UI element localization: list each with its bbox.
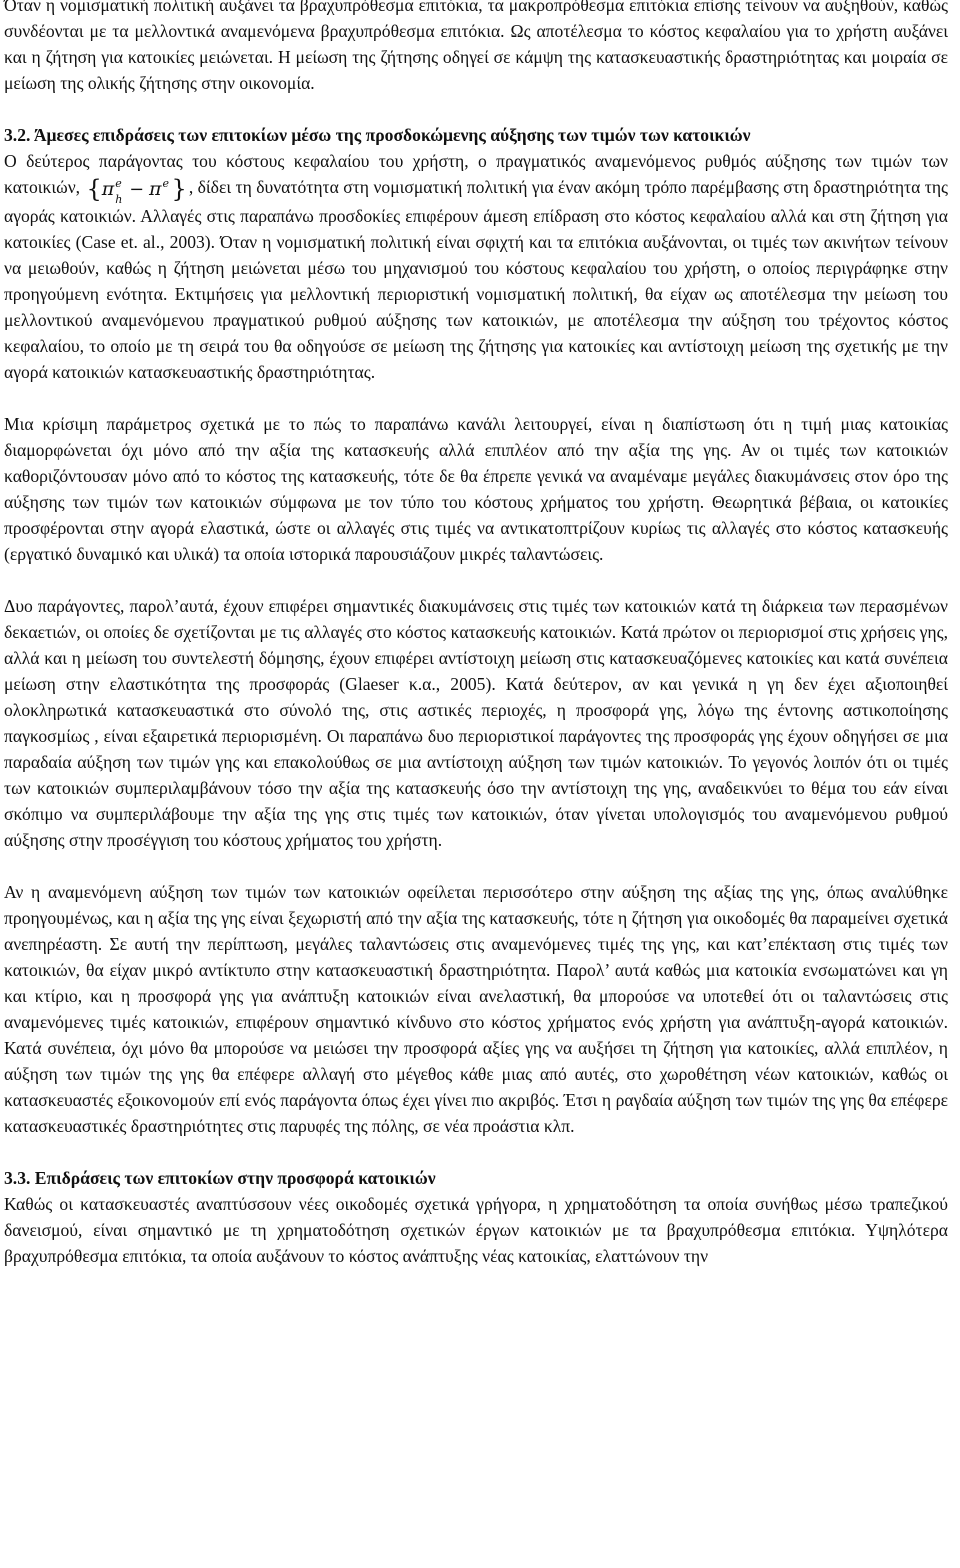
paragraph-gap — [4, 385, 948, 411]
intro-paragraph: Όταν η νομισματική πολιτική αυξάνει τα βραχυπρόθεσμα επιτόκια, τα μακροπρόθεσμα επιτόκια επίσης τείνουν να αυξηθούν, καθώς συνδέονται με τα μελλοντικά αναμενόμενα βραχυπρόθεσμα επιτόκια. Ως αποτέλεσμα το κόστος κεφαλαίου για το χρήστη αυξάνει και η ζήτηση για κατοικίες μειώνεται. Η μείωση της ζήτησης οδηγεί σε κάμψη της κατασκευαστικής δραστηριότητας και μοιραία σε μείωση της ολικής ζήτησης στην οικονομία. — [4, 0, 948, 93]
paragraph-text-before-formula: Ο δεύτερος παράγοντας του κόστους κεφαλαίου του χρήστη, ο πραγματικός αναμενόμενος ρυθμός αύξησης των τιμών των κατοικιών, — [4, 151, 948, 197]
formula-pi-superscript: e — [162, 177, 170, 190]
paragraph-gap — [4, 853, 948, 879]
document-page — [4, 0, 948, 1269]
section-3-2-paragraph-1 — [4, 148, 948, 385]
formula-close-brace: } — [171, 175, 187, 203]
section-3-3-heading: 3.3. Επιδράσεις των επιτοκίων στην προσφορά κατοικιών — [4, 1168, 436, 1188]
formula-pi-h-subscript: h — [115, 193, 123, 206]
paragraph-gap — [4, 567, 948, 593]
formula-pi-h-superscript: e — [115, 177, 122, 190]
paragraph-text-after-formula: , δίδει τη δυνατότητα στη νομισματική πολιτική για έναν ακόμη τρόπο παρέμβασης στη δραστηριότητα της αγοράς κατοικιών. Αλλαγές στις παραπάνω προσδοκίες επιφέρουν άμεση επίδραση στο κόστος κεφαλαίου αλλά και στη ζήτηση για κατοικίες (Case et. al., 2003). Όταν η νομισματική πολιτική είναι σφιχτή και τα επιτόκια αυξάνονται, οι τιμές των ακινήτων τείνουν να μειωθούν, καθώς η ζήτηση μειώνεται μέσω του μηχανισμού του κόστους κεφαλαίου του χρήστη, ο οποίος περιγράφηκε στην προηγούμενη ενότητα. Εκτιμήσεις για μελλοντική περιοριστική νομισματική πολιτική, θα είχαν ως αποτέλεσμα την μείωση του μελλοντικού αναμενόμενου πραγματικού ρυθμού αύξησης των κατοικιών, με αποτέλεσμα την αύξηση του τρέχοντος κόστος κεφαλαίου, το οποίο με τη σειρά του θα οδηγούσε σε μείωση της ζήτησης για κατοικίες και αντίστοιχη μείωση της σχετικής με την αγορά κατοικιών κατασκευαστικής δραστηριότητας. — [4, 177, 948, 382]
paragraph-gap — [4, 1139, 948, 1165]
formula-pi-h: π — [101, 178, 115, 200]
formula-pi-indices — [162, 177, 172, 195]
formula-pi-h-indices — [114, 177, 124, 206]
formula-minus: − — [129, 180, 145, 200]
section-3-2-paragraph-4: Αν η αναμενόμενη αύξηση των τιμών των κατοικιών οφείλεται περισσότερο στην αύξηση της αξίας της γης, όπως αναλύθηκε προηγουμένως, και η αξία της γης είναι ξεχωριστή από την αξία της κατασκευής, τότε η ζήτηση για οικοδομές θα παραμείνει σχετικά ανεπηρέαστη. Σε αυτή την περίπτωση, μεγάλες ταλαντώσεις στις αναμενόμενες τιμές της γης, και κατ’επέκταση στις τιμές των κατοικιών, θα είχαν μικρό αντίκτυπο στην κατασκευαστική δραστηριότητα. Παρολ’ αυτά καθώς μια κατοικία ενσωματώνει και γη και κτίριο, και η προσφορά γης για ανάπτυξη κατοικιών είναι ανελαστική, θα μπορούσε να υποτεθεί ότι οι ταλαντώσεις στις αναμενόμενες τιμές κατοικιών, επιφέρουν σημαντικό κίνδυνο στο κόστος χρήματος ενός χρήστη για ανάπτυξη-αγορά κατοικιών. Κατά συνέπεια, όχι μόνο θα μπορούσε να μειώσει την προσφορά αξίες γης να αυξήσει τη ζήτηση για κατοικίες, αλλά επιπλέον, η αύξηση των τιμών της γης θα επέφερε αλλαγή στο μέγεθος κάθε μιας από αυτές, στο χωροθέτηση νέων κατοικιών, καθώς οι κατασκευαστές εξοικονομούν επί ενός παράγοντα όπως έχει γίνει πιο ακριβός. Έτσι η ραγδαία αύξηση των τιμών της γης θα επέφερε κατασκευαστικές δραστηριότητες στις παρυφές της πόλης, σε νέα προάστια κλπ. — [4, 882, 948, 1136]
formula-open-brace: { — [86, 175, 102, 203]
formula-pi: π — [149, 178, 162, 200]
expected-inflation-formula — [85, 175, 189, 206]
section-3-3-paragraph-1: Καθώς οι κατασκευαστές αναπτύσσουν νέες οικοδομές σχετικά γρήγορα, η χρηματοδότηση τα οποία συνήθως μέσω τραπεζικού δανεισμού, είναι σημαντικό με τη χρηματοδότηση σχετικών έργων κατοικιών με τα βραχυπρόθεσμα επιτόκια. Υψηλότερα βραχυπρόθεσμα επιτόκια, τα οποία αυξάνουν το κόστος ανάπτυξης νέας κατοικίας, ελαττώνουν την — [4, 1194, 948, 1266]
section-3-2-paragraph-2: Μια κρίσιμη παράμετρος σχετικά με το πώς το παραπάνω κανάλι λειτουργεί, είναι η διαπίστωση ότι η τιμή μιας κατοικίας διαμορφώνεται όχι μόνο από την αξία της κατασκευής αλλά επιπλέον από την αξία της γης. Αν οι τιμές των κατοικιών καθοριζόντουσαν μόνο από το κόστος της κατασκευής, τότε δε θα έπρεπε γενικά να αναμέναμε μεγάλες διακυμάνσεις στον όρο της αύξησης των τιμών των κατοικιών σύμφωνα με τον τύπο του κόστους χρήματος του χρήστη. Θεωρητικά βέβαια, οι κατοικίες προσφέρονται στην αγορά ελαστικά, ώστε οι αλλαγές στις τιμές να αντικατοπτρίζουν κυρίως τις αλλαγές στο κόστος κατασκευής (εργατικό δυναμικό και υλικά) τα οποία ιστορικά παρουσιάζουν μικρές ταλαντώσεις. — [4, 414, 948, 564]
section-3-2-paragraph-3: Δυο παράγοντες, παρολ’αυτά, έχουν επιφέρει σημαντικές διακυμάνσεις στις τιμές των κατοικιών κατά τη διάρκεια των περασμένων δεκαετιών, οι οποίες δε σχετίζονται με τις αλλαγές στο κόστος κατασκευής κατοικιών. Κατά πρώτον οι περιορισμοί στις χρήσεις γης, αλλά και η μείωση του συντελεστή δόμησης, έχουν επιφέρει αντίστοιχη μείωση στις κατασκευαζόμενες κατοικίες και κατά συνέπεια μείωση στην ελαστικότητα της προσφοράς (Glaeser κ.α., 2005). Κατά δεύτερον, αν και γενικά η γη δεν έχει αξιοποιηθεί ολοκληρωτικά κατασκευαστικά στο σύνολό της, στις αστικές περιοχές, η προσφορά γης, λόγω της έντονης αστικοποίησης παγκοσμίως , είναι εξαιρετικά περιορισμένη. Οι παραπάνω δυο περιοριστικοί παράγοντες της προσφοράς γης έχουν οδηγήσει σε μια παραδαία αύξηση των τιμών γης και επακολούθως σε μια αντίστοιχη αύξηση των τιμών κατοικιών. Το γεγονός λοιπόν ότι οι τιμές των κατοικιών συμπεριλαμβάνουν τόσο την αξία της κατασκευής όσο την αντίστοιχη της γης, αναδεικνύει το θέμα του εάν είναι σκόπιμο να συμπεριλάβουμε την αξία της γης στις τιμές των κατοικιών, όταν γίνεται υπολογισμός του αναμενόμενου ρυθμού αύξησης στην προσέγγιση του κόστους χρήματος του χρήστη. — [4, 596, 948, 850]
paragraph-gap — [4, 96, 948, 122]
section-3-2-heading: 3.2. Άμεσες επιδράσεις των επιτοκίων μέσω της προσδοκώμενης αύξησης των τιμών των κατοικιών — [4, 125, 751, 145]
